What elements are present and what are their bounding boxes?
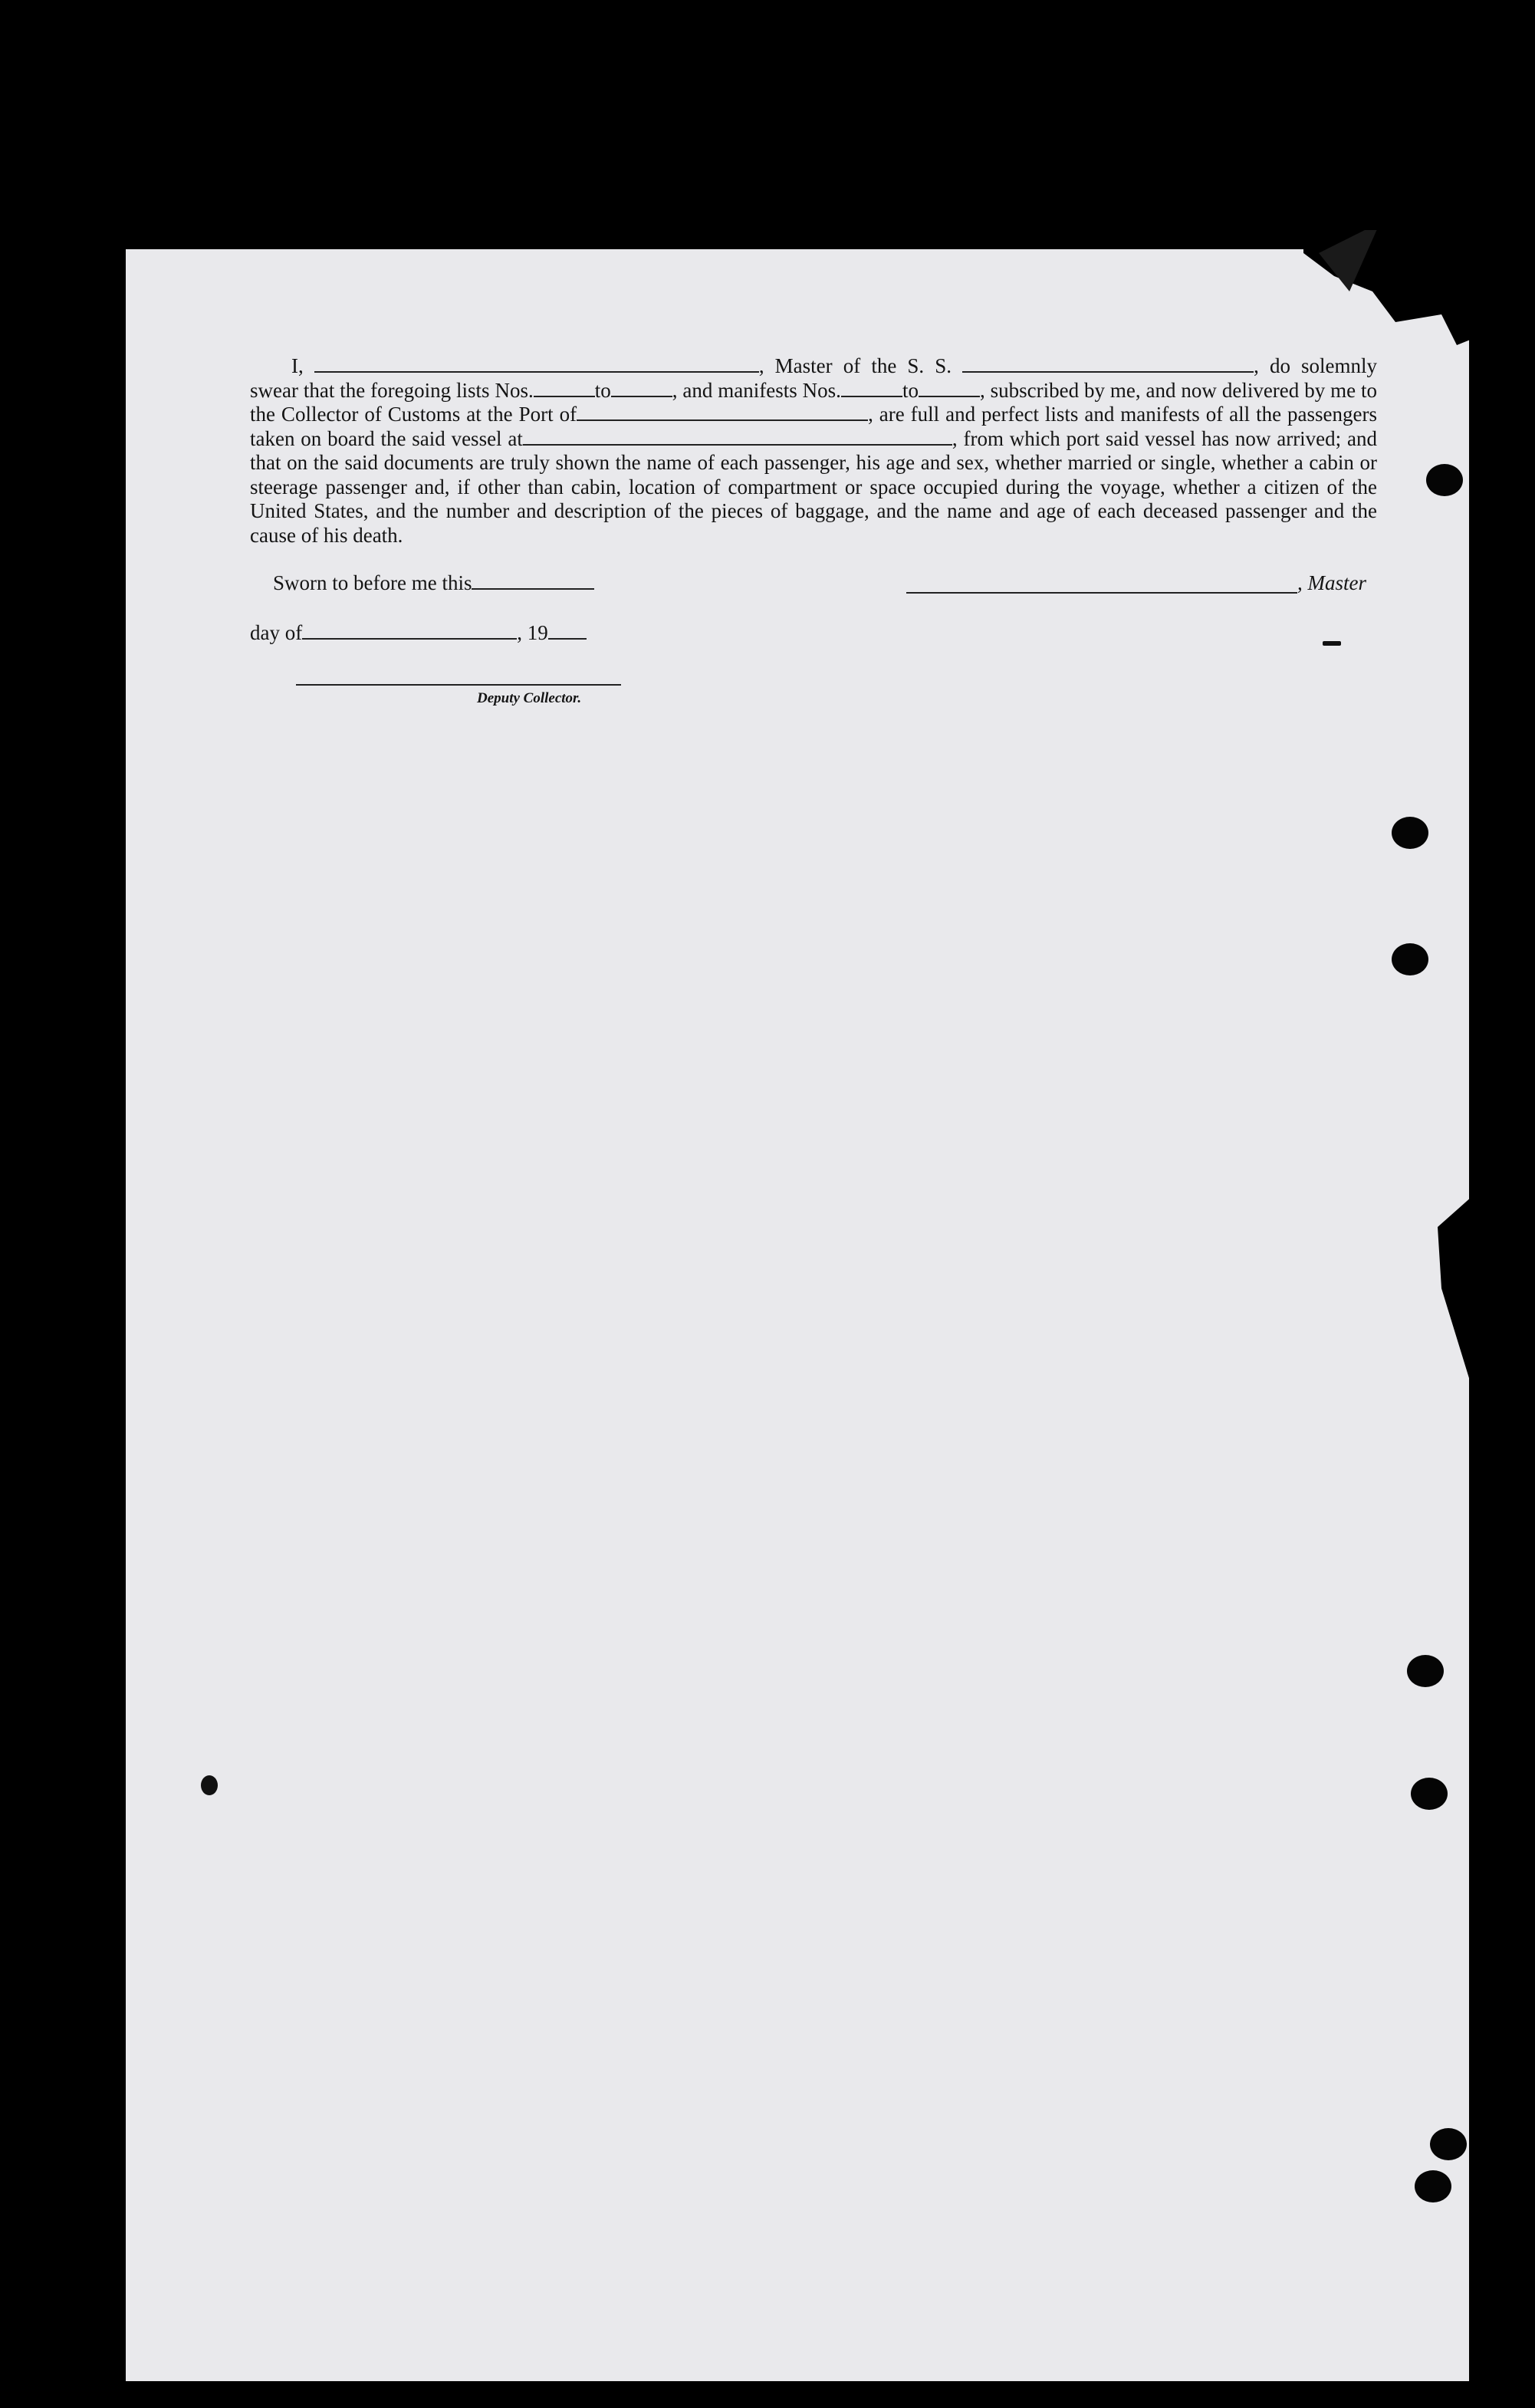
ink-speck [1323,641,1341,646]
day-of-label: day of [250,621,303,644]
sworn-row [273,571,594,595]
month-blank[interactable] [302,635,517,640]
sworn-label: Sworn to before me this [273,571,472,594]
oath-do-solemnly: , do solemnly [1254,354,1378,377]
departure-port-blank[interactable] [523,441,952,446]
punch-hole-2 [1392,817,1428,849]
sworn-day-blank[interactable] [472,585,594,590]
oath-opening: I, [291,354,304,377]
ink-speck [201,1775,218,1795]
oath-master-of: , Master of the S. S. [758,354,952,377]
year-blank[interactable] [548,635,587,640]
master-label: , Master [1297,571,1366,594]
oath-subscribed: , subscribed by me, and now delivered by me to the Collector of Customs at the Port of [250,378,1377,426]
deputy-collector-label: Deputy Collector. [477,690,582,706]
oath-to-1: to [594,378,611,402]
oath-and-manifests: , and manifests Nos. [672,378,841,402]
oath-remainder: , from which port said vessel has now arrived; and that on the said documents are truly shown the name of each passenger, his age and sex, whether married or single, whether a cabin or steerage passenger and, if other than cabin, location of compartment or space occupied during the voyage, whether a citizen of the United States, and the number and description of the pieces of baggage, and the name and age of each deceased passenger and the cause of his death. [250,426,1377,547]
manifest-to-blank[interactable] [919,393,980,397]
punch-hole-7 [1415,2170,1451,2202]
punch-hole-3 [1392,943,1428,975]
oath-paragraph [250,354,1377,548]
punch-hole-1 [1426,464,1463,496]
oath-full-lists: , are full and perfect lists and manifests of all the passengers taken on board the said vessel at [250,403,1377,450]
document-page [126,249,1469,2381]
punch-hole-4 [1407,1655,1444,1687]
port-blank[interactable] [577,416,868,421]
year-label: , 19 [517,621,548,644]
deputy-collector-signature-line[interactable] [296,684,621,686]
day-of-row [250,621,587,645]
oath-swear: swear that the foregoing lists Nos. [250,378,534,402]
oath-to-2: to [902,378,919,402]
list-to-blank[interactable] [611,393,672,397]
punch-hole-5 [1411,1778,1448,1810]
master-name-blank[interactable] [314,368,759,373]
list-from-blank[interactable] [534,393,595,397]
master-signature-line[interactable] [906,592,1297,594]
manifest-from-blank[interactable] [841,393,902,397]
punch-hole-6 [1430,2128,1467,2160]
ship-name-blank[interactable] [962,368,1254,373]
